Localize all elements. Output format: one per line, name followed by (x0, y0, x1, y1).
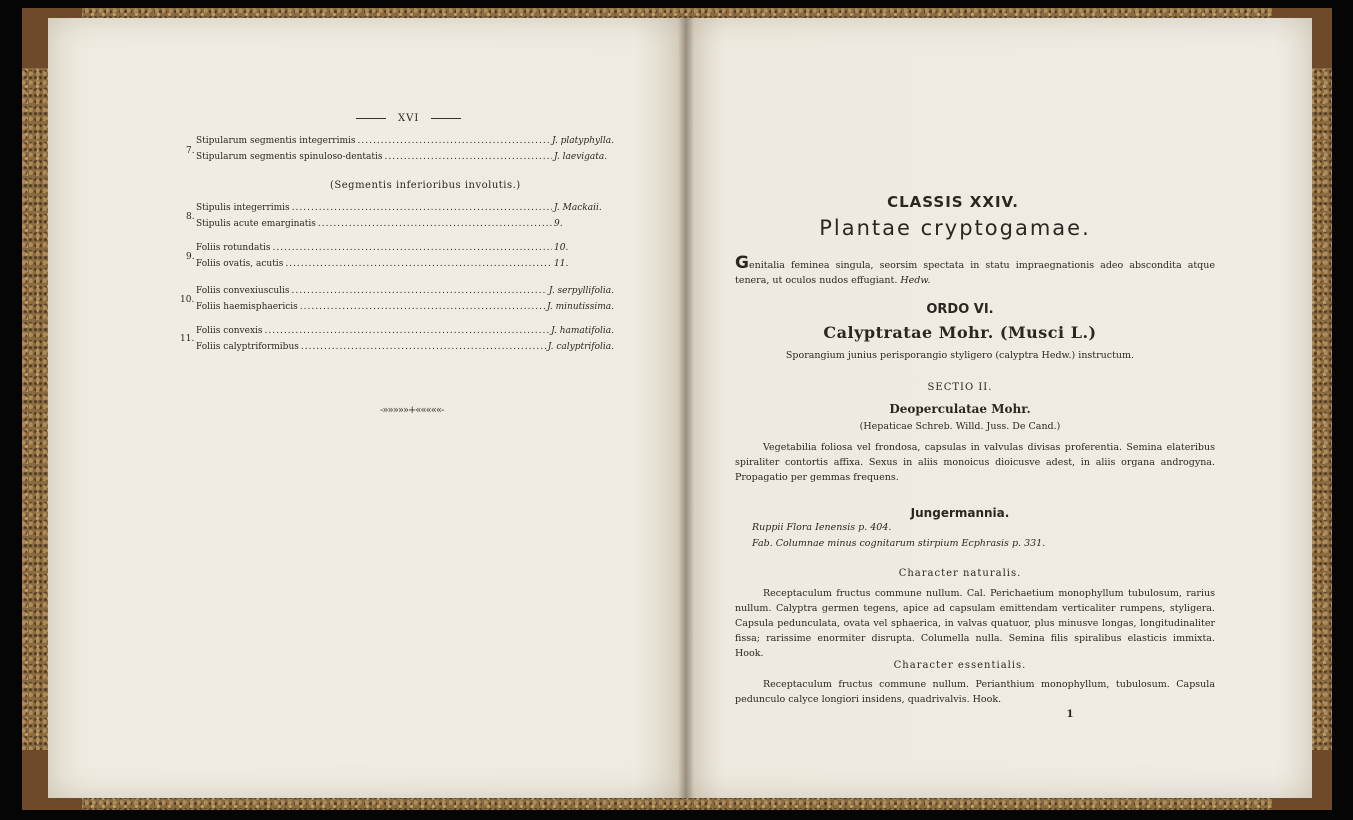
character-essentialis-heading: Character essentialis. (893, 660, 1027, 671)
genus-heading: Jungermannia. (910, 506, 1010, 520)
key-number: 11. (180, 334, 195, 344)
page-number: 1 (1066, 709, 1074, 720)
key-row: Stipularum segmentis integerrimis ..... J. platyphylla. (196, 136, 614, 146)
ordo-description: Sporangium junius perisporangio styligero (calyptra Hedw.) instructum. (785, 350, 1135, 361)
sectio-synonym: (Hepaticae Schreb. Willd. Juss. De Cand.) (859, 421, 1061, 432)
character-naturalis-heading: Character naturalis. (898, 568, 1022, 579)
character-naturalis-text: Receptaculum fructus commune nullum. Cal. Perichaetium monophyllum tubulosum, rarius nullum. Calyptra germen tegens, apice ad capsulam emittendam verticaliter rumpens, styligera. Capsula pedunculata, ovata vel sphaerica, in valvas quatuor, plus minusve longas, longitudinaliter fissa; rarissime enormiter disrupta. Columella nulla. Semina filis spiralibus elasticis immixta. Hook. (735, 588, 1215, 659)
key-number: 9. (186, 252, 195, 262)
left-page (48, 18, 686, 798)
vegetabilia-paragraph: Vegetabilia foliosa vel frondosa, capsulas in valvulas divisas proferentia. Semina elateribus spiraliter contortis affixa. Sexus in aliis monoicus dioicusve adest, in aliis organa androgyna. Propagatio per gemmas frequens. (735, 442, 1215, 483)
key-number: 8. (186, 212, 195, 222)
reference: Fab. Columnae minus cognitarum stirpium Ecphrasis p. 331. (752, 538, 1046, 549)
key-row: Foliis calyptriformibus ..... J. calyptrifolia. (196, 342, 614, 352)
key-row: Stipulis acute emarginatis ..... 9. (196, 219, 614, 229)
ordo-heading: ORDO VI. (926, 302, 994, 317)
character-essentialis-text: Receptaculum fructus commune nullum. Perianthium monophyllum, tubulosum. Capsula pedunculo calyce longiori insidens, quadrivalvis. Hook. (735, 679, 1215, 705)
book-gutter (678, 18, 694, 798)
page-header (356, 113, 461, 124)
key-row: Stipulis integerrimis ..... J. Mackaii. (196, 203, 614, 213)
key-row: Foliis ovatis, acutis ..... 11. (196, 259, 614, 269)
drop-cap: G (735, 253, 749, 273)
sectio-heading: SECTIO II. (927, 382, 993, 393)
key-row: Foliis convexiusculis ..... J. serpyllifolia. (196, 286, 614, 296)
key-number: 10. (180, 295, 195, 305)
key-row: Stipularum segmentis spinuloso-dentatis ..... J. laevigata. (196, 152, 614, 162)
reference: Ruppii Flora Ienensis p. 404. (752, 522, 892, 533)
sectio-name: Deoperculatae Mohr. (889, 402, 1031, 416)
page-title: Plantae cryptogamae. (819, 216, 1091, 240)
key-row: Foliis haemisphaericis ..... J. minutissima. (196, 302, 614, 312)
page-header-number: XVI (398, 113, 420, 124)
ordo-name: Calyptratae Mohr. (Musci L.) (823, 323, 1097, 342)
key-row: Foliis rotundatis ..... 10. (196, 243, 614, 253)
subheading: (Segmentis inferioribus involutis.) (330, 180, 521, 191)
classis-heading: CLASSIS XXIV. (887, 193, 1019, 211)
intro-paragraph: Genitalia feminea singula, seorsim spectata in statu impraegnationis adeo abscondita atque tenera, ut oculos nudos effugiant. Hedw. (735, 253, 1215, 286)
ornament: -»»»»»+«««««- (380, 405, 444, 416)
key-row: Foliis convexis ..... J. hamatifolia. (196, 326, 614, 336)
key-number: 7. (186, 146, 195, 156)
